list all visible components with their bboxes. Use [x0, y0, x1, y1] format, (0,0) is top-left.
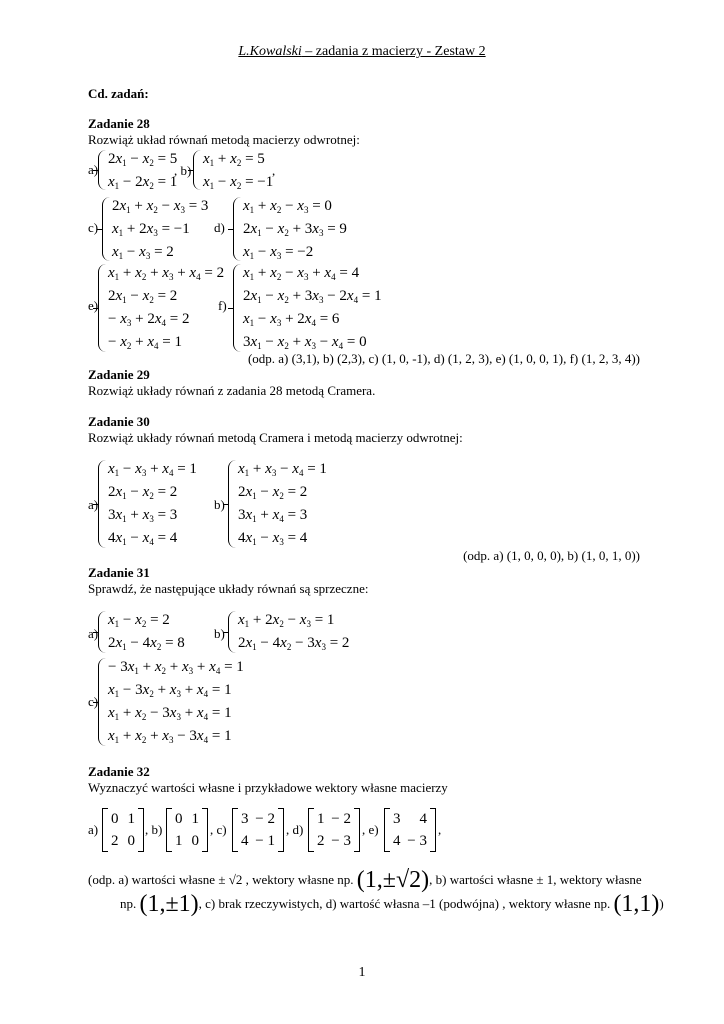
- z28-label-b: , b): [174, 163, 192, 178]
- matrix-cell: 1: [191, 811, 199, 827]
- z28-system-b: [193, 148, 276, 192]
- matrix-cell: 3: [241, 811, 249, 827]
- matrix-cell: 4: [393, 833, 401, 849]
- z32-answer-line1: [88, 867, 642, 893]
- z30-answer: (odp. a) (1, 0, 0, 0), b) (1, 0, 1, 0)): [463, 548, 640, 563]
- page-number: 1: [358, 965, 366, 980]
- z32-answer-vector-1: (1,±√2): [356, 867, 430, 893]
- matrix-cell: 1: [175, 833, 183, 849]
- z32-answer-vector-3: (1,1): [613, 891, 660, 917]
- equation-row: $2x_1 - 4x_2 = 8$: [108, 635, 185, 652]
- equation-row: $4x_1 - x_3 = 4$: [238, 530, 308, 547]
- equation-row: $x_1 - x_3 = -2$: [243, 244, 314, 261]
- z30-label-b: b): [214, 497, 225, 512]
- matrix-cell: 3: [393, 811, 401, 827]
- matrix-cell: 0: [111, 811, 119, 827]
- matrix-cell: − 3: [407, 833, 427, 849]
- z32-matrix-e: [384, 808, 436, 852]
- z28-system-f: [233, 262, 393, 354]
- z29-text: Rozwiąż układy równań z zadania 28 metodą Cramera.: [88, 383, 376, 398]
- matrix-cell: 2: [111, 833, 119, 849]
- matrix-cell: 1: [317, 811, 325, 827]
- equation-row: − $x_2 + x_4 = 1$: [108, 334, 182, 351]
- equation-row: $x_1 + 2x_2 - x_3 = 1$: [238, 612, 335, 629]
- z32-matrix-b: [166, 808, 208, 852]
- z30-label-a: a): [88, 497, 99, 512]
- z31-label-c: c): [88, 694, 99, 709]
- z31-system-a: [98, 609, 198, 655]
- z32-answer-2b: , c) brak rzeczywistych, d) wartość własna –1 (podwójna) , wektory własne np.: [198, 896, 614, 911]
- z30-heading: Zadanie 30: [88, 414, 150, 429]
- equation-row: $x_1 + x_2 - 3x_3 + x_4 = 1$: [108, 705, 232, 722]
- equation-row: $3x_1 - x_2 + x_3 - x_4 = 0$: [243, 334, 367, 351]
- z30-system-a: [98, 458, 208, 550]
- z28-answer: (odp. a) (3,1), b) (2,3), c) (1, 0, -1), d) (1, 2, 3), e) (1, 0, 0, 1), f) (1, 2, 3, 4)): [247, 351, 640, 366]
- equation-row: $x_1 + x_2 + x_3 + x_4 = 2$: [108, 265, 225, 282]
- page-header: [0, 44, 724, 60]
- z28-heading: Zadanie 28: [88, 116, 150, 131]
- z32-label-c: , c): [210, 822, 227, 837]
- matrix-cell: − 2: [255, 811, 275, 827]
- matrix-row: [384, 830, 436, 852]
- equation-row: $4x_1 - x_4 = 4$: [108, 530, 178, 547]
- equation-row: $2x_1 - x_2 + 3x_3 = 9$: [243, 221, 347, 238]
- z32-label-d: , d): [286, 822, 304, 837]
- equation-row: − $3x_1 + x_2 + x_3 + x_4 = 1$: [108, 659, 244, 676]
- equation-row: $x_1 + x_2 = 5$: [203, 151, 265, 168]
- z32-label-a: a): [88, 822, 99, 837]
- equation-row: $3x_1 + x_3 = 3$: [108, 507, 178, 524]
- equation-row: $x_1 + 2x_3 = -1$: [112, 221, 190, 238]
- continued-label: Cd. zadań:: [88, 86, 149, 101]
- matrix-row: [308, 808, 360, 830]
- equation-row: $x_1 - x_3 + x_4 = 1$: [108, 461, 197, 478]
- matrix-cell: 0: [127, 833, 135, 849]
- z32-answer-line2: [120, 891, 664, 917]
- z28-label-e: e): [88, 298, 99, 313]
- z32-answer-2c: ): [659, 896, 664, 911]
- matrix-row: [232, 808, 284, 830]
- z32-heading: Zadanie 32: [88, 764, 150, 779]
- z31-label-b: b): [214, 626, 225, 641]
- z30-system-b: [228, 458, 338, 550]
- z28-label-c: c): [88, 220, 99, 235]
- equation-row: $x_1 + x_3 - x_4 = 1$: [238, 461, 327, 478]
- matrix-row: [232, 830, 284, 852]
- matrix-cell: 4: [241, 833, 249, 849]
- matrix-cell: − 1: [255, 833, 275, 849]
- header-title: – zadania z macierzy - Zestaw 2: [301, 44, 486, 59]
- equation-row: $2x_1 - x_2 = 2$: [108, 288, 178, 305]
- equation-row: $x_1 - x_2 = 2$: [108, 612, 170, 629]
- z32-matrix-c: [232, 808, 284, 852]
- equation-row: $x_1 + x_2 - x_3 = 0$: [243, 198, 332, 215]
- z32-answer-1a: (odp. a) wartości własne ± √2 , wektory własne np.: [88, 872, 357, 887]
- equation-row: $2x_1 - x_2 = 2$: [108, 484, 178, 501]
- matrix-cell: 4: [419, 811, 427, 827]
- z32-matrix-d: [308, 808, 360, 852]
- matrix-cell: 0: [191, 833, 199, 849]
- equation-row: $2x_1 - 4x_2 - 3x_3 = 2$: [238, 635, 350, 652]
- z32-answer-vector-2: (1,±1): [139, 891, 199, 917]
- z31-label-a: a): [88, 626, 99, 641]
- z32-matrix-a: [102, 808, 144, 852]
- equation-row: $3x_1 + x_4 = 3$: [238, 507, 308, 524]
- z30-text: Rozwiąż układy równań metodą Cramera i metodą macierzy odwrotnej:: [88, 430, 463, 445]
- z31-text: Sprawdź, że następujące układy równań są sprzeczne:: [88, 581, 369, 596]
- z32-label-b: , b): [145, 822, 163, 837]
- z28-label-d: d): [214, 220, 225, 235]
- equation-row: $x_1 - 3x_2 + x_3 + x_4 = 1$: [108, 682, 232, 699]
- z28-label-f: f): [218, 298, 227, 313]
- matrix-cell: 2: [317, 833, 325, 849]
- matrix-cell: 1: [127, 811, 135, 827]
- equation-row: $x_1 - x_3 = 2$: [112, 244, 174, 261]
- matrix-cell: 0: [175, 811, 183, 827]
- matrix-row: [384, 808, 436, 830]
- z28-system-a: [98, 148, 178, 192]
- equation-row: $x_1 + x_2 + x_3 - 3x_4 = 1$: [108, 728, 232, 745]
- z28-comma: ,: [272, 163, 276, 178]
- z28-label-a: a): [88, 162, 99, 177]
- z31-system-b: [228, 609, 368, 655]
- matrix-cell: − 3: [331, 833, 351, 849]
- equation-row: $2x_1 - x_2 = 5$: [108, 151, 178, 168]
- z29-heading: Zadanie 29: [88, 367, 150, 382]
- equation-row: $x_1 - x_2 = -1$: [203, 174, 274, 191]
- z28-text: Rozwiąż układ równań metodą macierzy odwrotnej:: [88, 132, 360, 147]
- equation-row: $x_1 - 2x_2 = 1$: [108, 174, 178, 191]
- equation-row: $2x_1 - x_2 = 2$: [238, 484, 308, 501]
- z32-label-end: ,: [438, 822, 442, 837]
- z32-answer-2a: np.: [120, 896, 140, 911]
- matrix-row: [308, 830, 360, 852]
- matrix-cell: − 2: [331, 811, 351, 827]
- z32-answer-1b: , b) wartości własne ± 1, wektory własne: [429, 872, 642, 887]
- z28-system-c: [102, 195, 232, 263]
- equation-row: $x_1 - x_3 + 2x_4 = 6$: [243, 311, 340, 328]
- equation-row: $x_1 + x_2 - x_3 + x_4 = 4$: [243, 265, 360, 282]
- z31-heading: Zadanie 31: [88, 565, 150, 580]
- z28-system-e: [98, 262, 228, 354]
- z31-system-c: [98, 656, 258, 748]
- z32-label-e: , e): [362, 822, 379, 837]
- header-author: L.Kowalski: [238, 44, 302, 59]
- z28-system-d: [233, 195, 363, 263]
- z32-text: Wyznaczyć wartości własne i przykładowe wektory własne macierzy: [88, 780, 448, 795]
- equation-row: $2x_1 - x_2 + 3x_3 - 2x_4 = 1$: [243, 288, 382, 305]
- equation-row: − $x_3 + 2x_4 = 2$: [108, 311, 190, 328]
- equation-row: $2x_1 + x_2 - x_3 = 3$: [112, 198, 209, 215]
